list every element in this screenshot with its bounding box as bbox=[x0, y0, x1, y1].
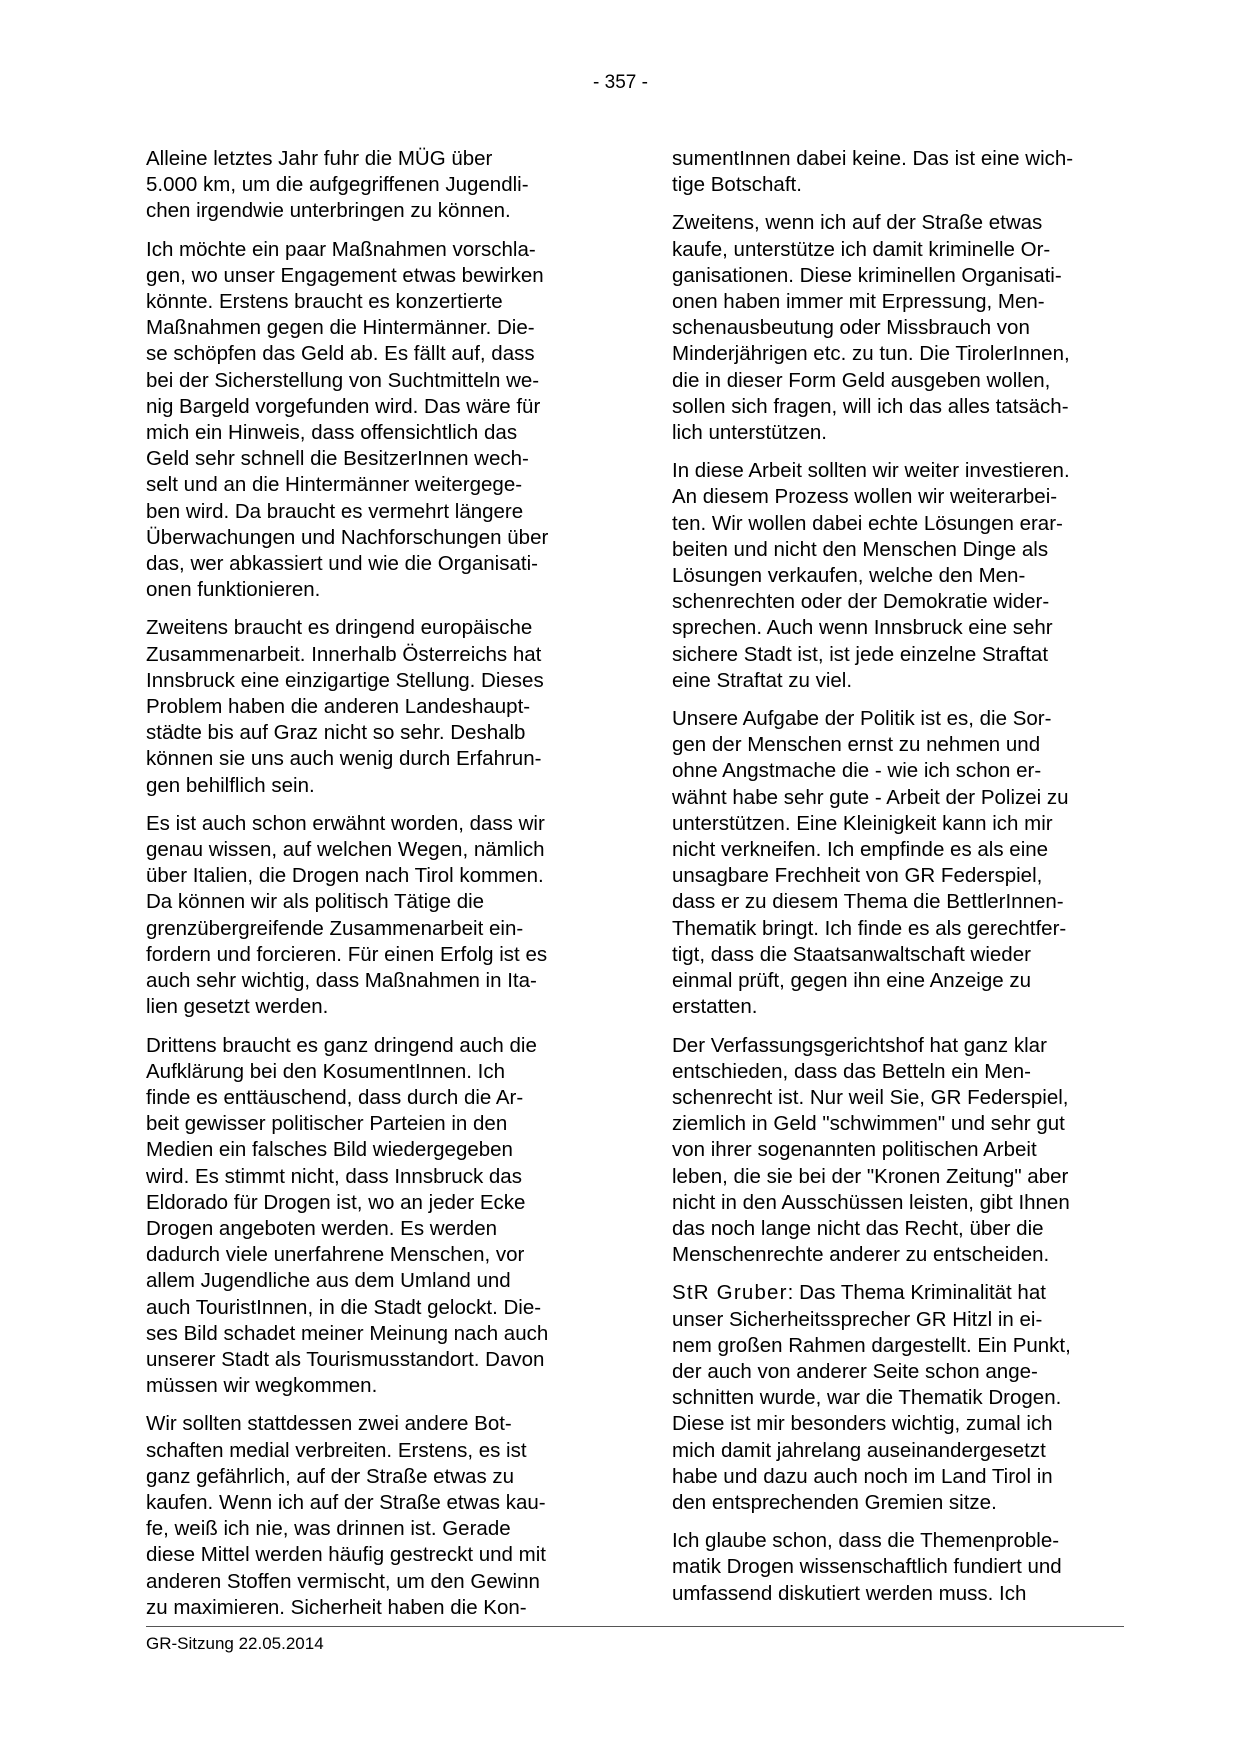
page-number: - 357 - bbox=[593, 72, 648, 93]
text-line: städte bis auf Graz nicht so sehr. Deshalb bbox=[146, 721, 526, 745]
text-line: Thematik bringt. Ich finde es als gerechtfer- bbox=[672, 916, 1067, 940]
text-line: wird. Es stimmt nicht, dass Innsbruck das bbox=[146, 1164, 522, 1188]
text-line: Zweitens braucht es dringend europäische bbox=[146, 616, 533, 640]
text-line: auch TouristInnen, in die Stadt gelockt. Die- bbox=[146, 1295, 542, 1319]
text-line: der auch von anderer Seite schon ange- bbox=[672, 1359, 1038, 1383]
text-line: gen der Menschen ernst zu nehmen und bbox=[672, 733, 1041, 757]
text-line: Zusammenarbeit. Innerhalb Österreichs hat bbox=[146, 642, 542, 666]
text-line: schnitten wurde, war die Thematik Drogen. bbox=[672, 1386, 1062, 1410]
text-line: Innsbruck eine einzigartige Stellung. Dieses bbox=[146, 668, 544, 692]
text-line: den entsprechenden Gremien sitze. bbox=[672, 1490, 997, 1514]
text-line: schenrecht ist. Nur weil Sie, GR Federspiel, bbox=[672, 1085, 1069, 1109]
text-line: tigt, dass die Staatsanwaltschaft wieder bbox=[672, 942, 1031, 966]
text-line: unterstützen. Eine Kleinigkeit kann ich mir bbox=[672, 811, 1053, 835]
text-line: nem großen Rahmen dargestellt. Ein Punkt, bbox=[672, 1333, 1071, 1357]
text-line: diese Mittel werden häufig gestreckt und mit bbox=[146, 1543, 546, 1567]
text-line: das noch lange nicht das Recht, über die bbox=[672, 1216, 1044, 1240]
text-line: über Italien, die Drogen nach Tirol kommen. bbox=[146, 864, 544, 888]
text-line: Zweitens, wenn ich auf der Straße etwas bbox=[672, 211, 1043, 235]
text-line: mich ein Hinweis, dass offensichtlich das bbox=[146, 421, 518, 445]
text-line: ten. Wir wollen dabei echte Lösungen erar- bbox=[672, 511, 1063, 535]
text-line: erstatten. bbox=[672, 995, 758, 1019]
text-line: Menschenrechte anderer zu entscheiden. bbox=[672, 1243, 1050, 1267]
text-line: können sie uns auch wenig durch Erfahrun- bbox=[146, 747, 542, 771]
text-line: fordern und forcieren. Für einen Erfolg ist es bbox=[146, 942, 548, 966]
text-line: grenzübergreifende Zusammenarbeit ein- bbox=[146, 916, 524, 940]
text-line: lich unterstützen. bbox=[672, 421, 827, 445]
text-line: Diese ist mir besonders wichtig, zumal ich bbox=[672, 1412, 1053, 1436]
text-line: unserer Stadt als Tourismusstandort. Davon bbox=[146, 1347, 545, 1371]
text-line: Medien ein falsches Bild wiedergegeben bbox=[146, 1138, 513, 1162]
text-line: onen haben immer mit Erpressung, Men- bbox=[672, 290, 1045, 314]
paragraph bbox=[672, 706, 1124, 1020]
text-line: entschieden, dass das Betteln ein Men- bbox=[672, 1059, 1031, 1083]
final-paragraph bbox=[672, 1528, 1124, 1607]
text-line: Der Verfassungsgerichtshof hat ganz klar bbox=[672, 1033, 1047, 1057]
text-line: Da können wir als politisch Tätige die bbox=[146, 890, 485, 914]
speaker-name: StR Gruber bbox=[672, 1281, 788, 1305]
paragraph bbox=[146, 1411, 598, 1621]
text-line: schenrechten oder der Demokratie wider- bbox=[672, 590, 1050, 614]
text-line: ganz gefährlich, auf der Straße etwas zu bbox=[146, 1464, 515, 1488]
paragraph bbox=[146, 1033, 598, 1400]
text-line: wähnt habe sehr gute - Arbeit der Polizei zu bbox=[672, 785, 1069, 809]
text-line: einmal prüft, gegen ihn eine Anzeige zu bbox=[672, 969, 1032, 993]
text-line: das, wer abkassiert und wie die Organisati- bbox=[146, 552, 538, 576]
text-line: schaften medial verbreiten. Erstens, es ist bbox=[146, 1438, 527, 1462]
text-line: chen irgendwie unterbringen zu können. bbox=[146, 199, 511, 223]
text-line: genau wissen, auf welchen Wegen, nämlich bbox=[146, 838, 545, 862]
text-line: ohne Angstmache die - wie ich schon er- bbox=[672, 759, 1042, 783]
text-line: habe und dazu auch noch im Land Tirol in bbox=[672, 1464, 1053, 1488]
text-line: mich damit jahrelang auseinandergesetzt bbox=[672, 1438, 1046, 1462]
paragraph bbox=[146, 237, 598, 604]
text-line: zu maximieren. Sicherheit haben die Kon- bbox=[146, 1595, 527, 1619]
text-line: Ich glaube schon, dass die Themenproble- bbox=[672, 1529, 1060, 1553]
text-line: Problem haben die anderen Landeshaupt- bbox=[146, 695, 531, 719]
text-line: kaufe, unterstütze ich damit kriminelle Or- bbox=[672, 237, 1051, 261]
text-line: selt und an die Hintermänner weitergege- bbox=[146, 473, 523, 497]
text-line: Alleine letztes Jahr fuhr die MÜG über bbox=[146, 147, 493, 170]
text-line: schenausbeutung oder Missbrauch von bbox=[672, 316, 1030, 340]
paragraph bbox=[146, 811, 598, 1021]
text-line: Geld sehr schnell die BesitzerInnen wech- bbox=[146, 447, 529, 471]
text-line: se schöpfen das Geld ab. Es fällt auf, dass bbox=[146, 342, 535, 366]
text-line: lien gesetzt werden. bbox=[146, 995, 329, 1019]
text-line: sumentInnen dabei keine. Das ist eine wich- bbox=[672, 147, 1074, 170]
text-line: nicht verkneifen. Ich empfinde es als eine bbox=[672, 838, 1049, 862]
text-line: matik Drogen wissenschaftlich fundiert und bbox=[672, 1555, 1062, 1579]
text-line: fe, weiß ich nie, was drinnen ist. Gerade bbox=[146, 1517, 511, 1541]
text-line: allem Jugendliche aus dem Umland und bbox=[146, 1269, 511, 1293]
speaker-paragraph bbox=[672, 1280, 1124, 1516]
text-line: anderen Stoffen vermischt, um den Gewinn bbox=[146, 1569, 540, 1593]
footer-date: GR-Sitzung 22.05.2014 bbox=[146, 1634, 324, 1653]
text-line: Eldorado für Drogen ist, wo an jeder Ecke bbox=[146, 1190, 526, 1214]
text-line: beiten und nicht den Menschen Dinge als bbox=[672, 537, 1049, 561]
text-line: kaufen. Wenn ich auf der Straße etwas kau- bbox=[146, 1490, 546, 1514]
text-line: dass er zu diesem Thema die BettlerInnen- bbox=[672, 890, 1064, 914]
speaker-first-line: : Das Thema Kriminalität hat bbox=[787, 1281, 1046, 1305]
text-line: sollen sich fragen, will ich das alles tatsäch- bbox=[672, 394, 1069, 418]
text-line: leben, die sie bei der "Kronen Zeitung" aber bbox=[672, 1164, 1069, 1188]
text-line: Drogen angeboten werden. Es werden bbox=[146, 1216, 498, 1240]
text-line: ben wird. Da braucht es vermehrt längere bbox=[146, 499, 524, 523]
text-line: umfassend diskutiert werden muss. Ich bbox=[672, 1581, 1027, 1605]
text-line: Drittens braucht es ganz dringend auch die bbox=[146, 1033, 537, 1057]
text-line: eine Straftat zu viel. bbox=[672, 668, 853, 692]
text-line: Minderjährigen etc. zu tun. Die TirolerInnen, bbox=[672, 342, 1070, 366]
text-line: nig Bargeld vorgefunden wird. Das wäre für bbox=[146, 394, 541, 418]
text-line: bei der Sicherstellung von Suchtmitteln we- bbox=[146, 368, 540, 392]
paragraph bbox=[672, 1033, 1124, 1269]
text-line: Ich möchte ein paar Maßnahmen vorschla- bbox=[146, 237, 536, 261]
text-line: könnte. Erstens braucht es konzertierte bbox=[146, 290, 503, 314]
text-line: sichere Stadt ist, ist jede einzelne Straftat bbox=[672, 642, 1049, 666]
text-line: müssen wir wegkommen. bbox=[146, 1374, 378, 1398]
text-line: Wir sollten stattdessen zwei andere Bot- bbox=[146, 1412, 512, 1436]
text-line: An diesem Prozess wollen wir weiterarbei- bbox=[672, 485, 1058, 509]
right-column bbox=[672, 146, 1124, 1619]
text-line: Aufklärung bei den KosumentInnen. Ich bbox=[146, 1059, 505, 1083]
footer-divider bbox=[146, 1626, 1124, 1627]
paragraph bbox=[146, 615, 598, 798]
text-line: von ihrer sogenannten politischen Arbeit bbox=[672, 1138, 1037, 1162]
text-line: gen behilflich sein. bbox=[146, 773, 315, 797]
text-line: dadurch viele unerfahrene Menschen, vor bbox=[146, 1243, 525, 1267]
text-line: finde es enttäuschend, dass durch die Ar- bbox=[146, 1085, 524, 1109]
text-line: nicht in den Ausschüssen leisten, gibt Ihnen bbox=[672, 1190, 1070, 1214]
paragraph bbox=[672, 210, 1124, 446]
text-line: unsagbare Frechheit von GR Federspiel, bbox=[672, 864, 1043, 888]
text-line: tige Botschaft. bbox=[672, 173, 802, 197]
text-line: Überwachungen und Nachforschungen über bbox=[146, 525, 549, 549]
text-line: ganisationen. Diese kriminellen Organisati- bbox=[672, 263, 1062, 287]
text-line: Unsere Aufgabe der Politik ist es, die Sor- bbox=[672, 707, 1052, 731]
text-line: onen funktionieren. bbox=[146, 578, 321, 602]
text-line: In diese Arbeit sollten wir weiter investieren. bbox=[672, 459, 1070, 483]
text-line: beit gewisser politischer Parteien in den bbox=[146, 1112, 508, 1136]
paragraph bbox=[146, 146, 598, 225]
left-column bbox=[146, 146, 598, 1633]
text-line: sprechen. Auch wenn Innsbruck eine sehr bbox=[672, 616, 1053, 640]
text-line: ses Bild schadet meiner Meinung nach auch bbox=[146, 1321, 549, 1345]
text-line: Es ist auch schon erwähnt worden, dass wir bbox=[146, 811, 545, 835]
paragraph bbox=[672, 458, 1124, 694]
text-line: gen, wo unser Engagement etwas bewirken bbox=[146, 263, 544, 287]
text-line: 5.000 km, um die aufgegriffenen Jugendli- bbox=[146, 173, 529, 197]
text-line: Lösungen verkaufen, welche den Men- bbox=[672, 564, 1026, 588]
paragraph bbox=[672, 146, 1124, 198]
text-line: unser Sicherheitssprecher GR Hitzl in ei- bbox=[672, 1307, 1043, 1331]
text-line: Maßnahmen gegen die Hintermänner. Die- bbox=[146, 316, 535, 340]
text-line: die in dieser Form Geld ausgeben wollen, bbox=[672, 368, 1051, 392]
text-line: auch sehr wichtig, dass Maßnahmen in Ita- bbox=[146, 969, 537, 993]
text-line: ziemlich in Geld "schwimmen" und sehr gut bbox=[672, 1112, 1065, 1136]
